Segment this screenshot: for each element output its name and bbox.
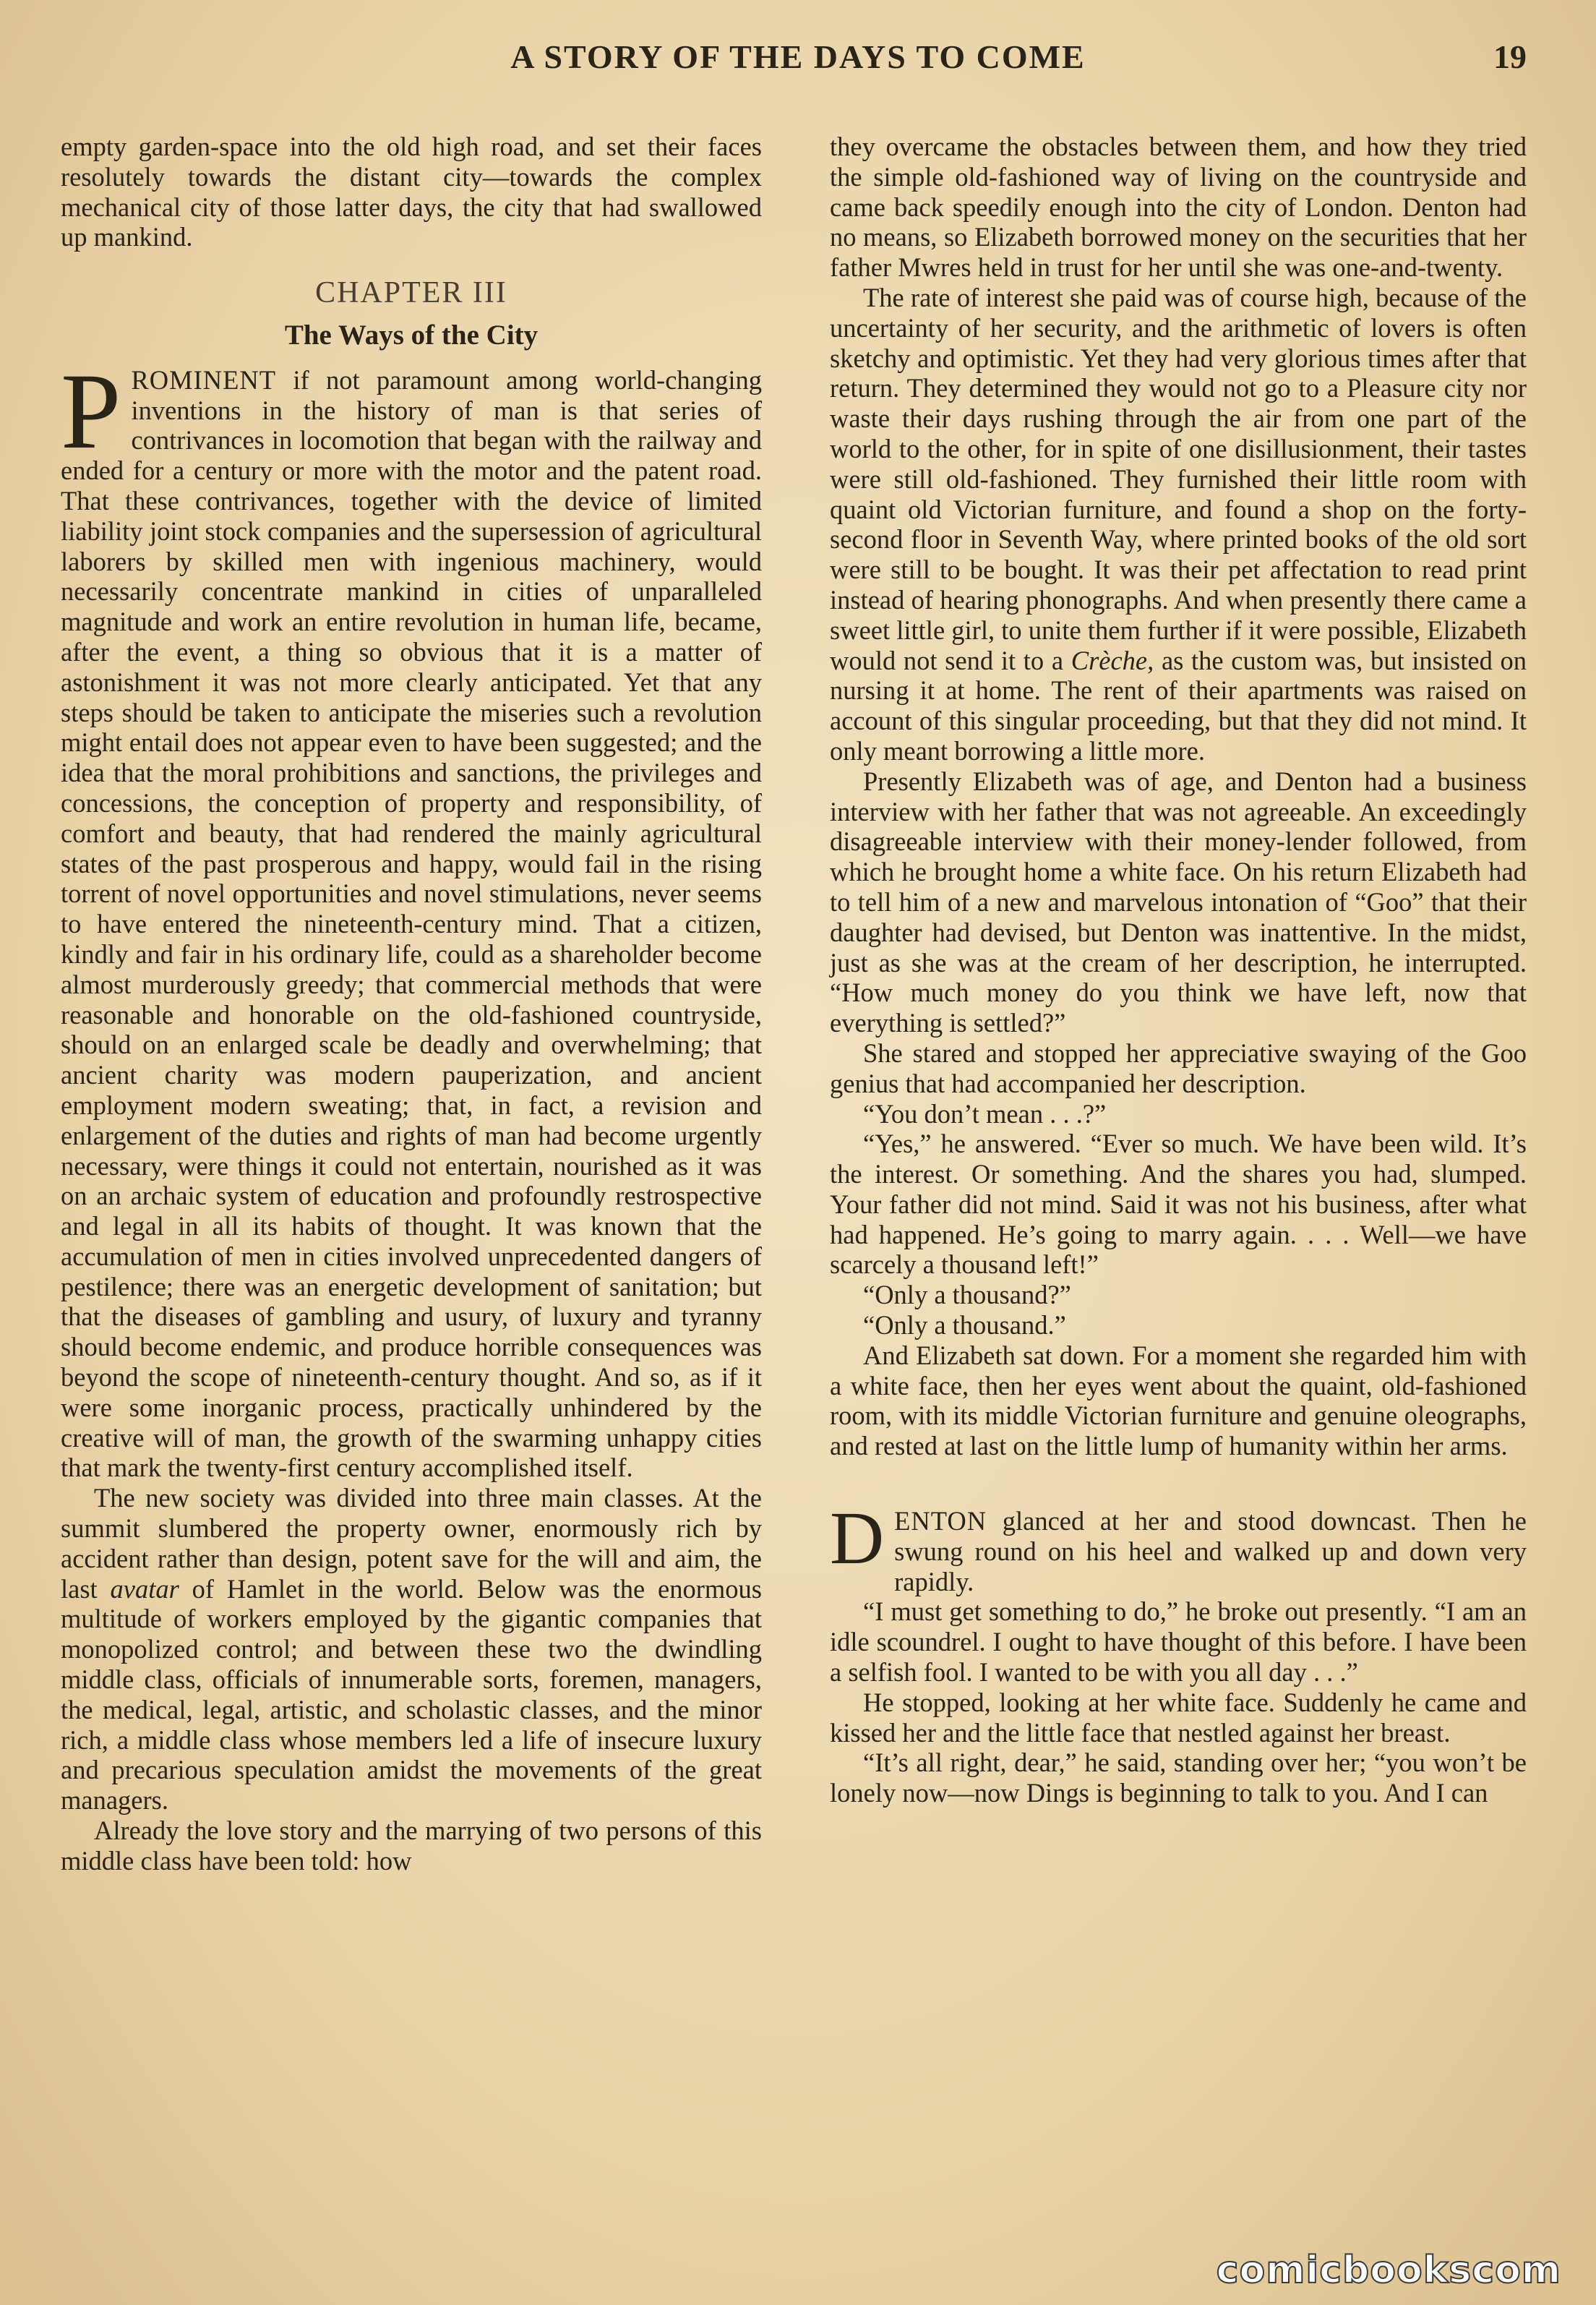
running-title: A STORY OF THE DAYS TO COME xyxy=(510,38,1086,75)
paragraph: She stared and stopped her appreciative swaying of the Goo genius that had accompanied her description. xyxy=(830,1038,1527,1098)
right-column xyxy=(830,132,1527,1808)
paragraph xyxy=(830,1497,1527,1596)
paragraph-text: glanced at her and stood downcast. Then he swung round on his heel and walked up and down very rapidly. xyxy=(894,1506,1527,1596)
paragraph: empty garden-space into the old high road, and set their faces resolutely towards the distant city—towards the complex mechanical city of those latter days, the city that had swallowed up mankind. xyxy=(61,132,762,252)
chapter-title: The Ways of the City xyxy=(284,319,539,351)
paragraph-text: The rate of interest she paid was of course high, because of the uncertainty of her security, and the arithmetic of lovers is often sketchy and optimistic. Yet they had very glorious times after that return. They determined they would not go to a Pleasure city nor waste their days rushing through the air from one part of the world to the other, for in spite of one disillusionment, their tastes were still old-fashioned. They furnished their little room with quaint old Victorian furniture, and found a shop on the forty-second floor in Seventh Way, where printed books of the old sort were still to be bought. It was their pet affectation to read print instead of hearing phonographs. And when presently there came a sweet little girl, to unite them further if it were possible, Elizabeth would not send it to a xyxy=(830,282,1527,675)
italic-word: Crèche, xyxy=(1071,645,1154,675)
paragraph: “Only a thousand?” xyxy=(863,1280,1071,1310)
paragraph xyxy=(830,283,1527,766)
watermark: comicbookscom xyxy=(1216,2249,1561,2292)
paragraph: Presently Elizabeth was of age, and Denton had a business interview with her father that was not agreeable. An exceedingly disagreeable interview with their money-lender followed, from which he brought home a white face. On his return Elizabeth had to tell him of a new and marvelous intonation of “Goo” that their daughter had devised, but Denton was inattentive. In the midst, just as she was at the cream of her description, he interrupted. “How much money do you think we have left, now that everything is settled?” xyxy=(830,766,1527,1038)
paragraph: they overcame the obstacles between them, and how they tried the simple old-fashioned way of living on the countryside and came back speedily enough into the city of London. Denton had no means, so Elizabeth borrowed money on the securities that her father Mwres held in trust for her until she was one-and-twenty. xyxy=(830,132,1527,283)
paragraph-text: of Hamlet in the world. Below was the enormous multitude of workers employed by the gigantic companies that monopolized control; and between these two the dwindling middle class, officials of innumerable sorts, foremen, managers, the medical, legal, artistic, and scholastic classes, and the minor rich, a middle class whose members led a life of insecure luxury and precarious speculation amidst the movements of the great managers. xyxy=(61,1573,763,1816)
paragraph: “I must get something to do,” he broke out presently. “I am an idle scoundrel. I ought to have thought of this before. I have been a selfish fool. I wanted to be with you all day . . .” xyxy=(830,1596,1527,1688)
lead-word: ROMINENT xyxy=(131,364,277,395)
left-column xyxy=(61,132,762,1876)
paragraph: “It’s all right, dear,” he said, standing over her; “you won’t be lonely now—now Dings is beginning to talk to you. And I can xyxy=(830,1748,1527,1808)
paragraph-text: The new society was divided into three main classes. At the summit slumbered the property owner, enormously rich by accident rather than design, potent save for the will and aim, the last xyxy=(61,1483,762,1604)
paragraph: And Elizabeth sat down. For a moment she regarded him with a white face, then her eyes went about the quaint, old-fashioned room, with its middle Victorian furniture and genuine oleographs, and rested at last on the little lump of humanity within her arms. xyxy=(830,1340,1527,1461)
paragraph: “You don’t mean . . .?” xyxy=(863,1098,1107,1129)
lead-word: ENTON xyxy=(894,1506,987,1536)
drop-cap: P xyxy=(61,351,121,471)
paragraph: Already the love story and the marrying of two persons of this middle class have been told: how xyxy=(61,1816,762,1876)
page-number: 19 xyxy=(1493,38,1527,75)
paragraph-text: as the custom was, but insisted on nursing it at home. The rent of their apartments was raised on account of this singular proceeding, but that they did not mind. It only meant borrowing a little more. xyxy=(830,645,1527,766)
paragraph xyxy=(61,1483,762,1816)
italic-word: avatar xyxy=(110,1573,179,1604)
page-header xyxy=(0,38,1596,81)
drop-cap: D xyxy=(830,1497,885,1581)
paragraph: “Only a thousand.” xyxy=(863,1310,1066,1340)
paragraph: “Yes,” he answered. “Ever so much. We have been wild. It’s the interest. Or something. And the shares you had, slumped. Your father did not mind. Said it was not his business, after what had happened. He’s going to marry again. . . . Well—we have scarcely a thousand left!” xyxy=(830,1129,1527,1280)
paragraph: He stopped, looking at her white face. Suddenly he came and kissed her and the little face that nestled against her breast. xyxy=(830,1687,1527,1748)
section-break xyxy=(830,1461,1527,1506)
paragraph-text: if not paramount among world-changing inventions in the history of man is that series of contrivances in locomotion that began with the railway and ended for a century or more with the motor and the patent road. That these contrivances, together with the device of limited liability joint stock companies and the supersession of agricultural laborers by skilled men with ingenious machinery, would necessarily concentrate mankind in cities of unparalleled magnitude and work an entire revolution in human life, became, after the event, a thing so obvious that it is a matter of astonishment it was not more clearly anticipated. Yet that any steps should be taken to anticipate the miseries such a revolution might entail does not appear even to have been suggested; and the idea that the moral prohibitions and sanctions, the privileges and concessions, the conception of property and responsibility, of comfort and beauty, that had rendered the mainly agricultural states of the past prosperous and happy, would fail in the rising torrent of novel opportunities and novel stimulations, never seems to have entered the nineteenth-century mind. That a citizen, kindly and fair in his ordinary life, could as a shareholder become almost murderously greedy; that commercial methods that were reasonable and honorable on the old-fashioned countryside, should on an enlarged scale be deadly and overwhelming; that ancient charity was modern pauperization, and ancient employment modern sweating; that, in fact, a revision and enlargement of the duties and rights of man had become urgently necessary, were things it could not entertain, nourished as it was on an archaic system of education and profoundly restrospective and legal in all its habits of thought. It was known that the accumulation of men in cities involved unprecedented dangers of pestilence; there was an energetic development of sanitation; but that the diseases of gambling and usury, of luxury and tyranny should become endemic, and produce horrible consequences was beyond the scope of nineteenth-century thought. And so, as if it were some inorganic process, practically unhindered by the creative will of man, the growth of the swarming unhappy cities that mark the twenty-first century accomplished itself. xyxy=(61,364,762,1483)
paragraph xyxy=(61,351,762,1483)
chapter-number: CHAPTER III xyxy=(315,276,507,310)
